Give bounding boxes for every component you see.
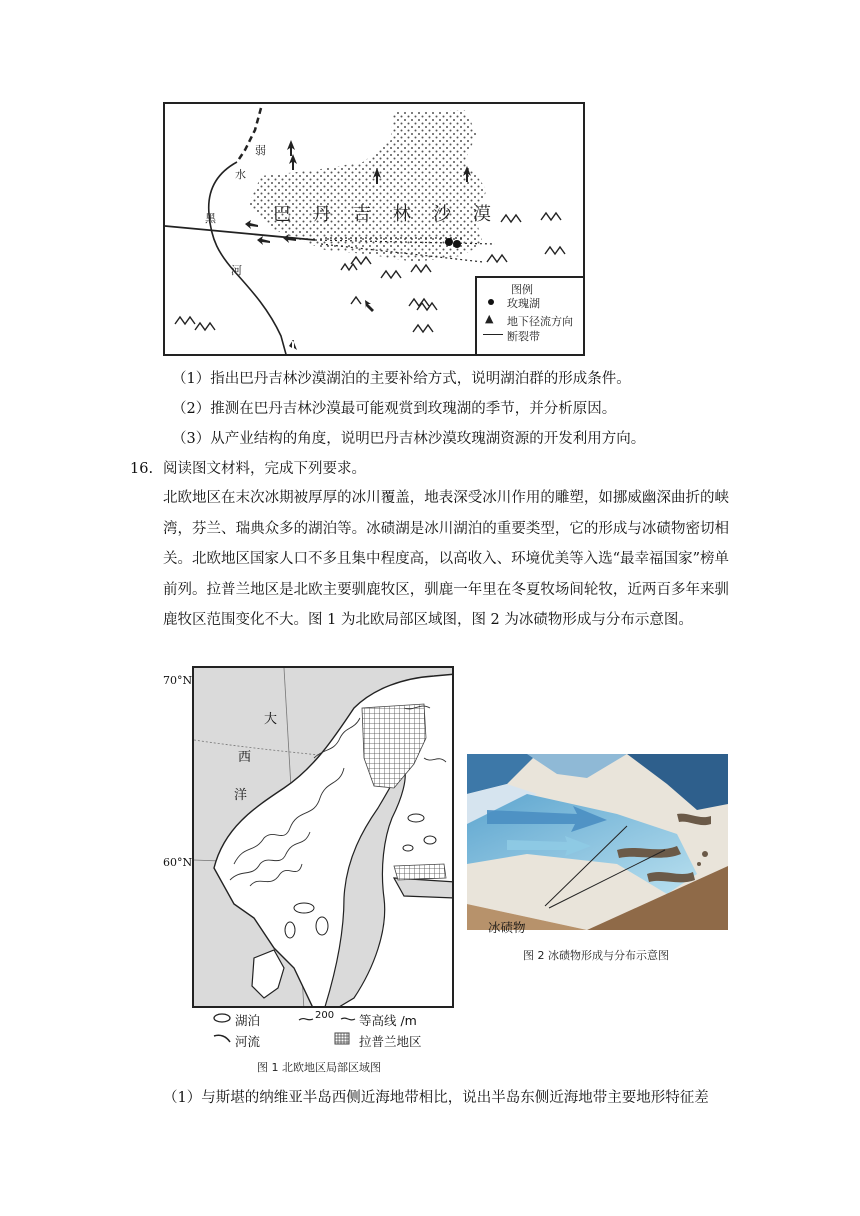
q15-sub1: （1）指出巴丹吉林沙漠湖泊的主要补给方式，说明湖泊群的形成条件。 xyxy=(172,371,631,387)
legend-lake: 湖泊 xyxy=(235,1013,261,1028)
northern-europe-map-drawing xyxy=(194,668,454,1008)
map1-legend xyxy=(475,276,583,354)
legend-title: 图例 xyxy=(511,283,533,296)
legend-river: 河流 xyxy=(235,1034,261,1049)
q16-prompt: 阅读图文材料，完成下列要求。 xyxy=(163,461,366,477)
river-label-char: 水 xyxy=(235,168,246,181)
lapland-legend-icon xyxy=(334,1032,350,1049)
legend-fault-zone: 断裂带 xyxy=(507,330,540,343)
lat-70-label: 70°N xyxy=(163,674,193,687)
ocean-label-char: 西 xyxy=(238,750,252,765)
river-label-char: 黑 xyxy=(205,212,216,225)
river-label-char: 弱 xyxy=(255,144,266,157)
legend-lapland: 拉普兰地区 xyxy=(359,1034,422,1049)
badain-jaran-map xyxy=(163,102,585,356)
figure2-caption: 图 2 冰碛物形成与分布示意图 xyxy=(523,949,669,962)
ocean-label-char: 洋 xyxy=(234,788,248,803)
moraine-diagram-drawing xyxy=(467,754,728,930)
river-label-char: 河 xyxy=(231,264,242,277)
q15-sub2: （2）推测在巴丹吉林沙漠最可能观赏到玫瑰湖的季节，并分析原因。 xyxy=(172,401,617,417)
desert-label: 巴丹吉林沙漠 xyxy=(273,204,513,225)
legend-rose-lake: 玫瑰湖 xyxy=(507,297,540,310)
rose-lake-dot xyxy=(453,240,461,248)
moraine-diagram xyxy=(467,754,728,930)
moraine-label: 冰碛物 xyxy=(488,920,526,935)
arrow-up-icon: ▲ xyxy=(485,312,494,325)
rose-lake-legend-icon xyxy=(488,299,494,305)
figure1-caption: 图 1 北欧地区局部区域图 xyxy=(257,1061,381,1074)
lat-60-label: 60°N xyxy=(163,856,193,869)
q15-sub3: （3）从产业结构的角度，说明巴丹吉林沙漠玫瑰湖资源的开发利用方向。 xyxy=(172,431,646,447)
river-legend-icon xyxy=(212,1032,232,1049)
fault-legend-icon xyxy=(483,334,503,335)
legend-contour: 等高线 /m xyxy=(359,1013,417,1028)
rose-lake-dot xyxy=(445,238,453,246)
legend-underground-flow: 地下径流方向 xyxy=(507,315,573,328)
lake-legend-icon xyxy=(212,1011,232,1028)
contour-value: 200 xyxy=(315,1010,335,1021)
northern-europe-map xyxy=(192,666,454,1008)
q16-sub1: （1）与斯堪的纳维亚半岛西侧近海地带相比，说出半岛东侧近海地带主要地形特征差 xyxy=(163,1090,709,1106)
q16-number: 16. xyxy=(130,461,154,477)
q16-material: 北欧地区在末次冰期被厚厚的冰川覆盖，地表深受冰川作用的雕塑，如挪威幽深曲折的峡湾，芬兰、瑞典众多的湖泊等。冰碛湖是冰川湖泊的重要类型，它的形成与冰碛物密切相关。北欧地区国家人口不多且集中程度高，以高收入、环境优美等入选“最幸福国家”榜单前列。拉普兰地区是北欧主要驯鹿牧区，驯鹿一年里在冬夏牧场间轮牧，近两百多年来驯鹿牧区范围变化不大。图 1 为北欧局部区域图，图 2 为冰碛物形成与分布示意图。 xyxy=(163,490,729,628)
ocean-label-char: 大 xyxy=(264,712,278,727)
